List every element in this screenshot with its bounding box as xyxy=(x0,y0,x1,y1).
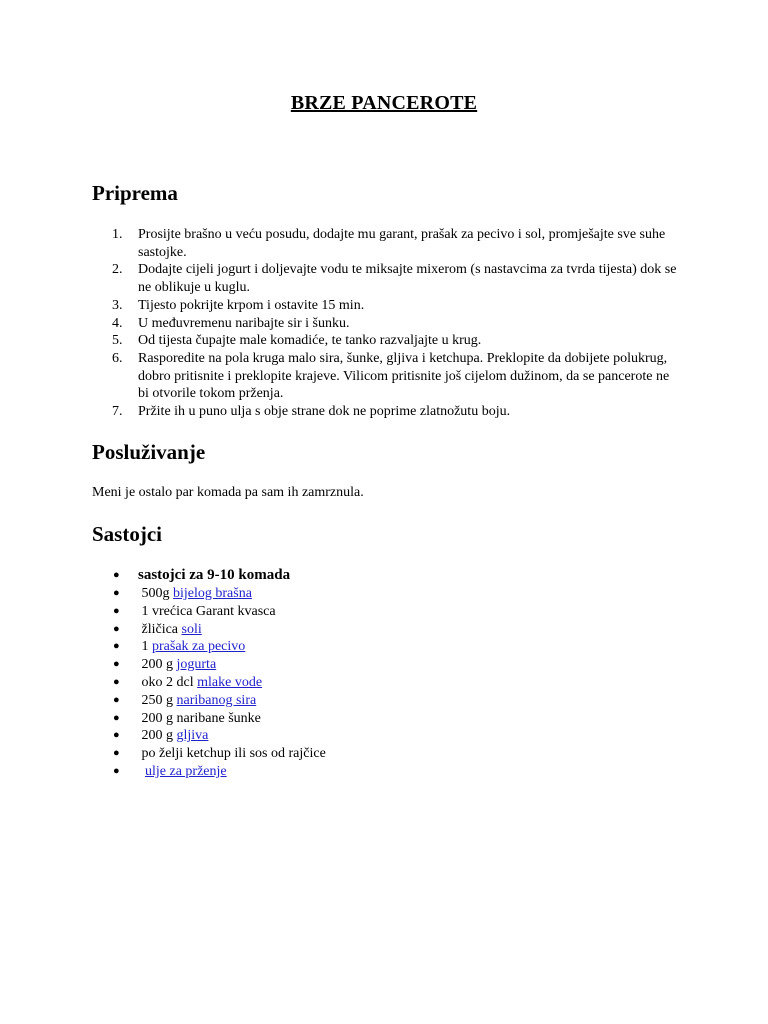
step-number: 7. xyxy=(112,404,123,420)
ingredient-link[interactable]: ulje za prženje xyxy=(145,763,227,779)
bullet-icon: ● xyxy=(113,747,120,760)
list-item xyxy=(92,674,592,692)
step-text: U međuvremenu naribajte sir i šunku. xyxy=(138,315,350,331)
ingredient-text: 200 g xyxy=(138,728,177,744)
ingredient-text: 500g xyxy=(138,586,173,601)
ingredient-link[interactable]: bijelog brašna xyxy=(173,586,252,601)
bullet-icon: ● xyxy=(113,569,120,581)
bullet-icon: ● xyxy=(113,729,120,742)
ingredient-text: oko 2 dcl xyxy=(138,674,198,690)
serving-paragraph: Meni je ostalo par komada pa sam ih zamrznula. xyxy=(92,485,364,500)
section-heading-sastojci: Sastojci xyxy=(92,522,162,546)
ingredient-text: žličica xyxy=(138,621,182,637)
list-item xyxy=(92,585,592,603)
ingredient-text xyxy=(138,764,145,779)
step-text: Rasporedite na pola kruga malo sira, šunke, gljiva i ketchupa. Preklopite da dobijete polukrug, dobro pritisnite i preklopite krajeve. Vilicom pritisnite još cijelom dužinom, da se pancerote ne bi otvorile tokom prženja. xyxy=(138,350,670,402)
ingredient-text: po želji ketchup ili sos od rajčice xyxy=(138,746,326,762)
step-number: 6. xyxy=(112,350,123,366)
ingredient-text: 250 g xyxy=(138,692,177,708)
ingredient-link[interactable]: jogurta xyxy=(176,657,217,673)
step-text: Prosijte brašno u veću posudu, dodajte mu garant, prašak za pecivo i sol, promješajte sve suhe sastojke. xyxy=(138,227,666,260)
ingredients-list xyxy=(92,565,592,781)
bullet-icon: ● xyxy=(113,711,120,724)
ingredient-link[interactable]: mlake vode xyxy=(197,674,263,690)
list-item xyxy=(92,745,592,763)
bullet-icon: ● xyxy=(113,675,120,688)
bullet-icon: ● xyxy=(113,693,120,706)
list-item xyxy=(92,315,682,333)
preparation-steps-list xyxy=(92,226,682,421)
list-item xyxy=(92,621,592,639)
step-text: Od tijesta čupajte male komadiće, te tanko razvaljajte u krug. xyxy=(138,333,482,349)
ingredients-subheading xyxy=(92,565,592,585)
list-item xyxy=(92,763,592,781)
ingredient-link[interactable]: soli xyxy=(181,621,202,637)
list-item xyxy=(92,603,592,621)
ingredient-link[interactable]: naribanog sira xyxy=(176,692,257,708)
ingredient-text: 200 g xyxy=(138,657,177,673)
list-item xyxy=(92,710,592,728)
ingredient-text: 1 vrećica Garant kvasca xyxy=(138,603,276,619)
section-heading-posluzivanje: Posluživanje xyxy=(92,440,206,464)
bullet-icon: ● xyxy=(113,587,120,599)
list-item xyxy=(92,261,682,296)
ingredient-link[interactable]: gljiva xyxy=(176,728,209,744)
list-item xyxy=(92,638,592,656)
ingredients-subheading-text: sastojci za 9-10 komada xyxy=(138,567,291,583)
list-item xyxy=(92,727,592,745)
ingredient-text: 1 xyxy=(138,639,152,655)
step-number: 1. xyxy=(112,227,123,242)
bullet-icon: ● xyxy=(113,658,120,671)
bullet-icon: ● xyxy=(113,640,120,653)
ingredient-text: 200 g naribane šunke xyxy=(138,710,261,726)
ingredient-link[interactable]: prašak za pecivo xyxy=(152,639,246,655)
step-number: 2. xyxy=(112,262,123,278)
list-item xyxy=(92,297,682,315)
list-item xyxy=(92,226,682,261)
document-title: BRZE PANCEROTE xyxy=(290,92,478,114)
bullet-icon: ● xyxy=(113,622,120,635)
bullet-icon: ● xyxy=(113,764,120,777)
list-item xyxy=(92,656,592,674)
step-text: Dodajte cijeli jogurt i doljevajte vodu te miksajte mixerom (s nastavcima za tvrda tijesta) dok se ne oblikuje u kuglu. xyxy=(138,262,677,296)
list-item xyxy=(92,692,592,710)
section-heading-priprema: Priprema xyxy=(92,181,178,205)
list-item xyxy=(92,403,682,421)
step-text: Tijesto pokrijte krpom i ostavite 15 min. xyxy=(138,297,365,313)
step-number: 4. xyxy=(112,315,123,331)
step-number: 3. xyxy=(112,297,123,313)
step-text: Pržite ih u puno ulja s obje strane dok ne poprime zlatnožutu boju. xyxy=(138,404,511,420)
list-item xyxy=(92,350,682,403)
list-item xyxy=(92,332,682,350)
bullet-icon: ● xyxy=(113,604,120,617)
step-number: 5. xyxy=(112,333,123,349)
